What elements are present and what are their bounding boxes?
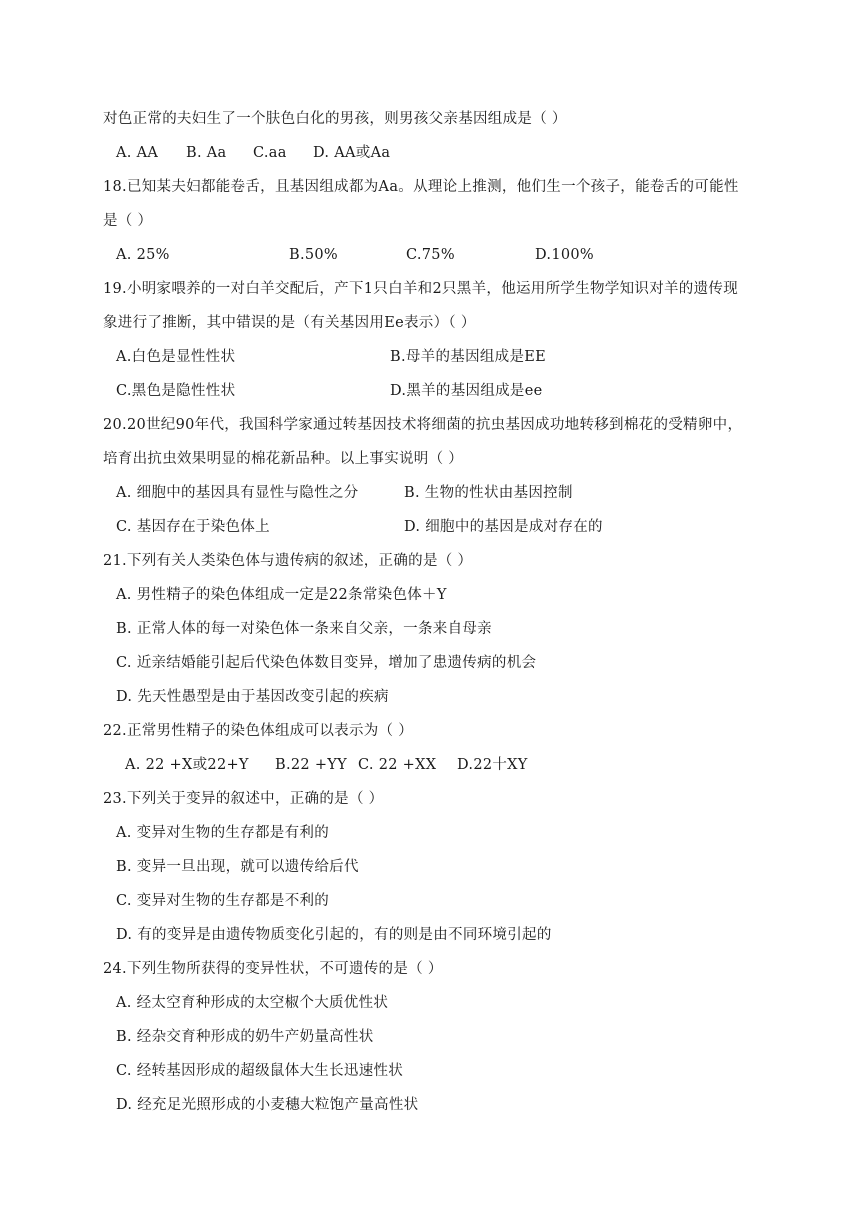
q19-stem-line1: 19.小明家喂养的一对白羊交配后，产下1只白羊和2只黑羊，他运用所学生物学知识对羊的遗传现 [103, 281, 739, 297]
q22-option-a: A. 22 +X或22+Y [125, 757, 249, 773]
q17-option-a: A. AA [116, 145, 159, 161]
q18-option-a: A. 25% [116, 247, 170, 263]
q23-option-c: C. 变异对生物的生存都是不利的 [116, 893, 330, 909]
q19-option-c: C.黑色是隐性性状 [116, 383, 236, 399]
q24-option-b: B. 经杂交育种形成的奶牛产奶量高性状 [116, 1029, 374, 1045]
q19-option-d: D.黑羊的基因组成是ee [390, 383, 543, 399]
q17-stem: 对色正常的夫妇生了一个肤色白化的男孩，则男孩父亲基因组成是（ ） [103, 111, 567, 127]
q18-option-c: C.75% [406, 247, 455, 263]
q19-stem-line2: 象进行了推断，其中错误的是（有关基因用Ee表示）（ ） [103, 315, 476, 331]
q21-stem: 21.下列有关人类染色体与遗传病的叙述，正确的是（ ） [103, 553, 473, 569]
q21-option-a: A. 男性精子的染色体组成一定是22条常染色体＋Y [116, 587, 447, 603]
q24-option-c: C. 经转基因形成的超级鼠体大生长迅速性状 [116, 1063, 404, 1079]
q23-option-b: B. 变异一旦出现，就可以遗传给后代 [116, 859, 359, 875]
q20-stem-line1: 20.20世纪90年代，我国科学家通过转基因技术将细菌的抗虫基因成功地转移到棉花的受精卵中， [103, 417, 743, 433]
q24-stem: 24.下列生物所获得的变异性状，不可遗传的是（ ） [103, 961, 443, 977]
q22-option-c: C. 22 +XX [358, 757, 437, 773]
q18-option-d: D.100% [535, 247, 594, 263]
q20-stem-line2: 培育出抗虫效果明显的棉花新品种。以上事实说明（ ） [103, 451, 464, 467]
q19-option-b: B.母羊的基因组成是EE [390, 349, 547, 365]
q18-option-b: B.50% [289, 247, 338, 263]
q22-option-d: D.22十XY [457, 757, 528, 773]
q23-option-d: D. 有的变异是由遗传物质变化引起的，有的则是由不同环境引起的 [116, 927, 552, 943]
q17-option-c: C.aa [253, 145, 287, 161]
q23-stem: 23.下列关于变异的叙述中，正确的是（ ） [103, 791, 384, 807]
q18-stem-line1: 18.已知某夫妇都能卷舌，且基因组成都为Aa。从理论上推测，他们生一个孩子，能卷舌的可能性 [103, 179, 739, 195]
q20-option-b: B. 生物的性状由基因控制 [404, 485, 573, 501]
q17-option-b: B. Aa [186, 145, 227, 161]
q24-option-a: A. 经太空育种形成的太空椒个大质优性状 [116, 995, 389, 1011]
q20-option-a: A. 细胞中的基因具有显性与隐性之分 [116, 485, 359, 501]
q22-option-b: B.22 +YY [275, 757, 348, 773]
q17-option-d: D. AA或Aa [313, 145, 391, 161]
q20-option-c: C. 基因存在于染色体上 [116, 519, 270, 535]
q23-option-a: A. 变异对生物的生存都是有利的 [116, 825, 329, 841]
q24-option-d: D. 经充足光照形成的小麦穗大粒饱产量高性状 [116, 1097, 419, 1113]
q22-stem: 22.正常男性精子的染色体组成可以表示为（ ） [103, 723, 414, 739]
q21-option-b: B. 正常人体的每一对染色体一条来自父亲，一条来自母亲 [116, 621, 492, 637]
q19-option-a: A.白色是显性性状 [116, 349, 236, 365]
q21-option-d: D. 先天性愚型是由于基因改变引起的疾病 [116, 689, 389, 705]
q21-option-c: C. 近亲结婚能引起后代染色体数目变异，增加了患遗传病的机会 [116, 655, 537, 671]
q18-stem-line2: 是（ ） [103, 213, 153, 229]
q20-option-d: D. 细胞中的基因是成对存在的 [404, 519, 603, 535]
